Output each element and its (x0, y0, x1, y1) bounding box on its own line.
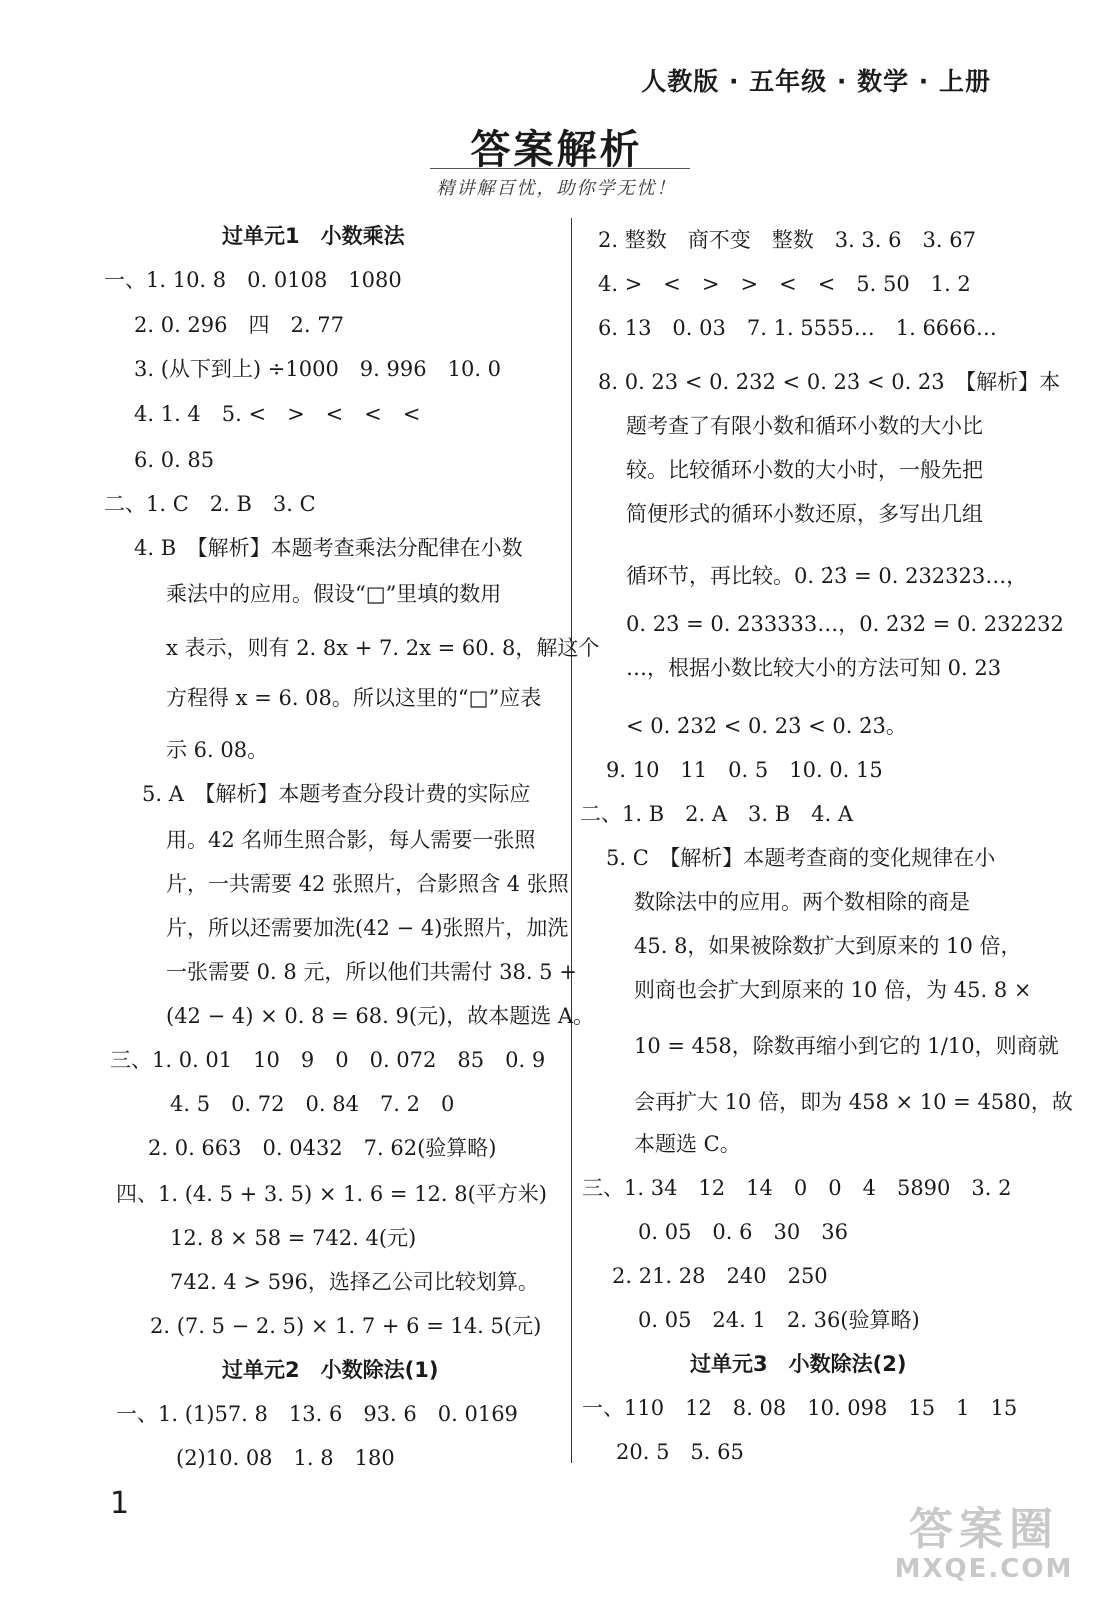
answer-line: x 表示，则有 2. 8x + 7. 2x = 60. 8，解这个 (166, 636, 600, 660)
answer-line: 二、1. C 2. B 3. C (104, 492, 316, 516)
title-underline (430, 168, 690, 169)
section-heading-unit-3: 过单元3 小数除法(2) (690, 1352, 907, 1376)
answer-line: 2. 0. 296 四 2. 77 (134, 313, 344, 337)
answer-line: 10 = 458，除数再缩小到它的 1/10，则商就 (634, 1034, 1059, 1058)
answer-line: 用。42 名师生照合影，每人需要一张照 (166, 828, 536, 852)
answer-line: 四、1. (4. 5 + 3. 5) × 1. 6 = 12. 8(平方米) (116, 1182, 547, 1206)
answer-line: 数除法中的应用。两个数相除的商是 (634, 890, 970, 914)
page-subtitle: 精讲解百忧，助你学无忧！ (436, 178, 677, 199)
answer-line: 5. A 【解析】本题考查分段计费的实际应 (142, 782, 531, 806)
answer-line: 较。比较循环小数的大小时，一般先把 (626, 458, 983, 482)
answer-line: 则商也会扩大到原来的 10 倍，为 45. 8 × (634, 978, 1032, 1002)
watermark (875, 1506, 1093, 1588)
answer-line: 三、1. 0. 01 10 9 0 0. 072 85 0. 9 (110, 1048, 546, 1072)
answer-line: 2. 21. 28 240 250 (612, 1264, 828, 1288)
answer-line: 9. 10 11 0. 5 10. 0. 15 (606, 758, 883, 782)
page-number: 1 (110, 1486, 130, 1521)
answer-line: 4. 1. 4 5. < > < < < (134, 402, 421, 426)
column-divider (571, 218, 572, 1463)
answer-line: 6. 0. 85 (134, 448, 215, 472)
watermark-text: 答案圈 (909, 1504, 1059, 1555)
answer-line: < 0. 2̇32̇ < 0. 23̇ < 0. 2̇3̇。 (626, 714, 907, 738)
answer-line: 三、1. 34 12 14 0 0 4 5890 3. 2 (582, 1176, 1012, 1200)
answer-line: 0. 05 0. 6 30 36 (638, 1220, 848, 1244)
answer-line: (42 − 4) × 0. 8 = 68. 9(元)，故本题选 A。 (166, 1004, 595, 1028)
answer-line: 0. 05 24. 1 2. 36(验算略) (638, 1308, 920, 1332)
answer-line: 4. B 【解析】本题考查乘法分配律在小数 (134, 536, 523, 560)
answer-line: …，根据小数比较大小的方法可知 0. 23 (626, 656, 1002, 680)
answer-line: 0. 23̇ = 0. 233333…，0. 2̇32̇ = 0. 232232 (626, 612, 1064, 636)
answer-line: 示 6. 08。 (166, 738, 269, 762)
answer-line: 题考查了有限小数和循环小数的大小比 (626, 414, 983, 438)
section-heading-unit-2: 过单元2 小数除法(1) (222, 1358, 439, 1382)
answer-line: 20. 5 5. 65 (616, 1440, 744, 1464)
answer-line: 片，一共需要 42 张照片，合影照含 4 张照 (166, 872, 569, 896)
answer-line: 2. (7. 5 − 2. 5) × 1. 7 + 6 = 14. 5(元) (150, 1314, 542, 1338)
watermark-url: MXQE.COM (894, 1554, 1074, 1584)
answer-line: 45. 8，如果被除数扩大到原来的 10 倍， (634, 934, 1022, 958)
answer-line: 6. 13 0. 03 7. 1. 5555… 1. 6666… (598, 316, 997, 340)
answer-line: 4. > < > > < < 5. 50 1. 2 (598, 272, 971, 296)
answer-line: 会再扩大 10 倍，即为 458 × 10 = 4580，故 (634, 1090, 1073, 1114)
answer-line: (2)10. 08 1. 8 180 (176, 1446, 395, 1470)
page-title: 答案解析 (470, 127, 643, 173)
answer-line: 4. 5 0. 72 0. 84 7. 2 0 (170, 1092, 455, 1116)
section-heading-unit-1: 过单元1 小数乘法 (222, 224, 405, 248)
answer-line: 2. 0. 663 0. 0432 7. 62(验算略) (148, 1136, 497, 1160)
answer-line: 742. 4 > 596，选择乙公司比较划算。 (170, 1270, 539, 1294)
answer-line: 简便形式的循环小数还原，多写出几组 (626, 502, 983, 526)
answer-line: 3. (从下到上) ÷1000 9. 996 10. 0 (134, 357, 502, 381)
answer-line: 8. 0. 23 < 0. 2̇32̇ < 0. 23̇ < 0. 2̇3̇ 【解析】本 (598, 370, 1061, 394)
answer-line: 乘法中的应用。假设“□”里填的数用 (166, 582, 502, 606)
answer-line: 12. 8 × 58 = 742. 4(元) (170, 1226, 417, 1250)
answer-line: 一、110 12 8. 08 10. 098 15 1 15 (582, 1396, 1018, 1420)
book-info-header: 人教版 · 五年级 · 数学 · 上册 (641, 67, 991, 96)
answer-line: 二、1. B 2. A 3. B 4. A (580, 802, 854, 826)
answer-line: 一张需要 0. 8 元，所以他们共需付 38. 5 + (166, 960, 577, 984)
answer-line: 2. 整数 商不变 整数 3. 3. 6 3. 67 (598, 228, 976, 252)
answer-line: 一、1. (1)57. 8 13. 6 93. 6 0. 0169 (116, 1402, 518, 1426)
answer-line: 方程得 x = 6. 08。所以这里的“□”应表 (166, 686, 542, 710)
answer-line: 片，所以还需要加洗(42 − 4)张照片，加洗 (166, 916, 569, 940)
answer-line: 5. C 【解析】本题考查商的变化规律在小 (606, 846, 996, 870)
answer-line: 本题选 C。 (634, 1132, 741, 1156)
answer-line: 循环节，再比较。0. 2̇3̇ = 0. 232323…， (626, 564, 1028, 588)
answer-line: 一、1. 10. 8 0. 0108 1080 (104, 268, 402, 292)
